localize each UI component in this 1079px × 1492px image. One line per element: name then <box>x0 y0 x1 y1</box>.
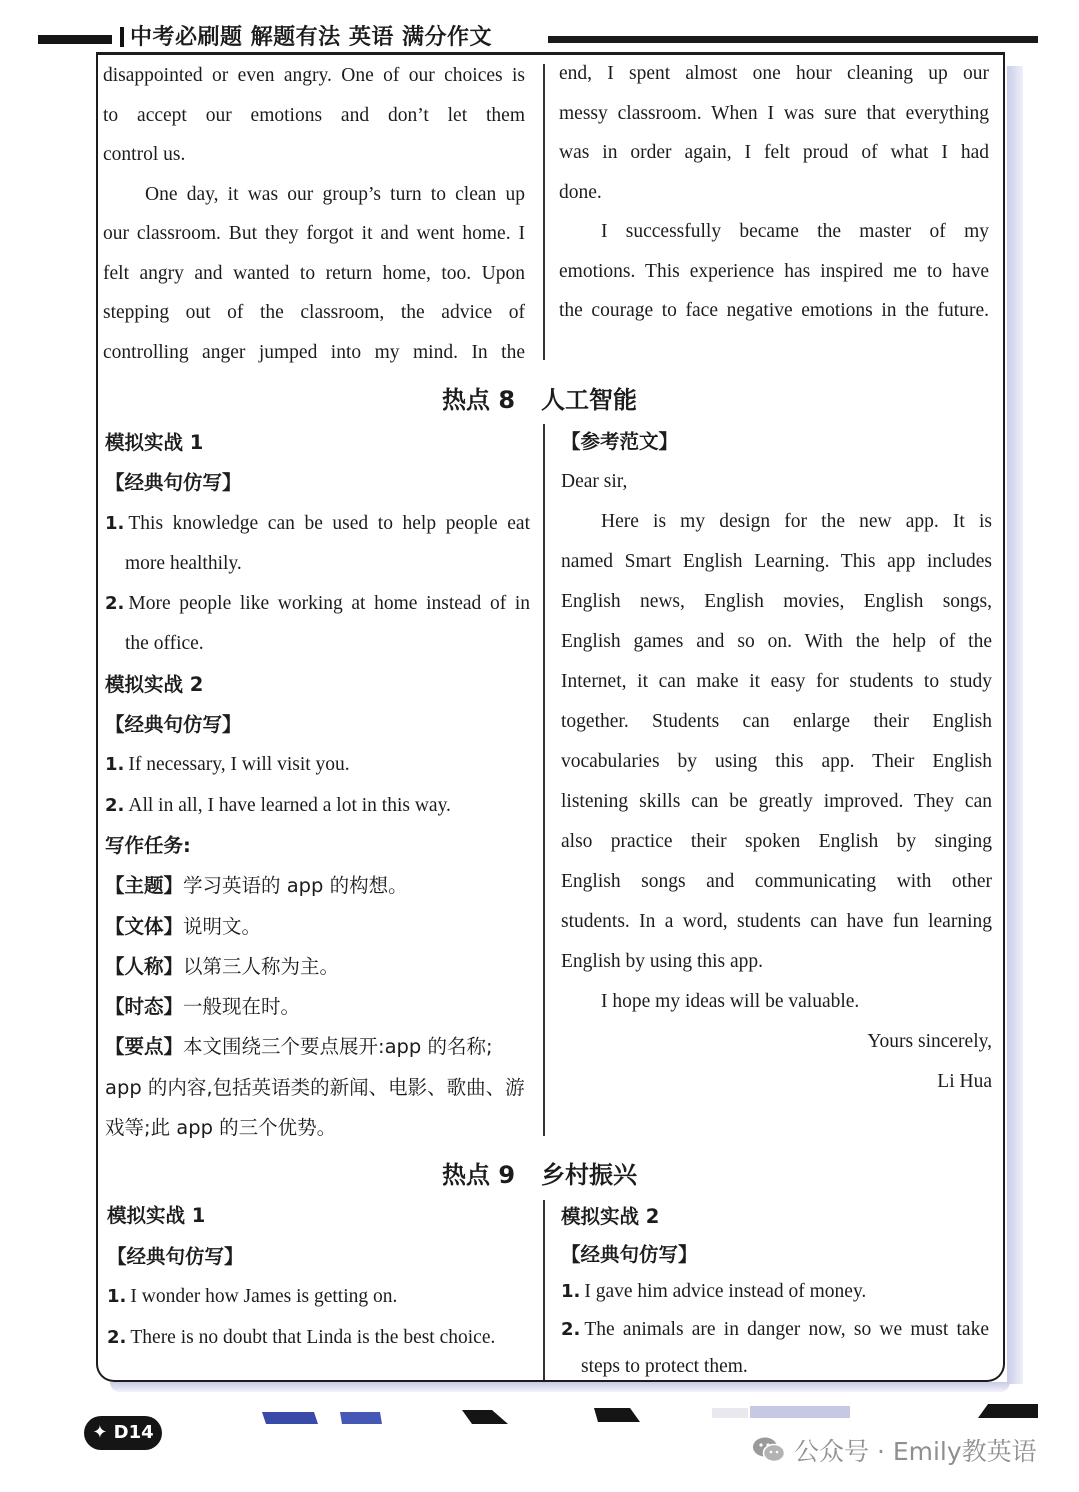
text-line: One day, it was our group’s turn to clean up <box>145 183 525 205</box>
text-line: felt angry and wanted to return home, too. Upon <box>103 262 525 284</box>
text-line: named Smart English Learning. This app includes <box>561 551 992 572</box>
sentence-continuation: the office. <box>125 633 204 655</box>
task-points-continuation: 戏等;此 app 的三个优势。 <box>105 1116 337 1140</box>
hot8-left-column <box>105 423 530 1148</box>
item-number: 1. <box>561 1281 581 1302</box>
imitation-label: 【经典句仿写】 <box>105 713 242 737</box>
practice-label: 模拟实战 1 <box>105 431 204 454</box>
sentence-text: There is no doubt that Linda is the best choice. <box>130 1326 496 1348</box>
task-points <box>105 1027 530 1067</box>
item-number: 2. <box>105 593 125 615</box>
column-divider-hot8 <box>543 424 545 1136</box>
task-points-continuation: app 的内容,包括英语类的新闻、电影、歌曲、游 <box>105 1075 525 1099</box>
text-line: English by using this app. <box>561 951 764 972</box>
letter-signature: Li Hua <box>937 1071 992 1092</box>
text-line: Internet, it can make it easy for students to study <box>561 671 992 692</box>
item-number: 1. <box>105 754 125 776</box>
column-divider-top <box>543 64 545 360</box>
text-line: stepping out of the classroom, the advice of <box>103 302 525 323</box>
text-line: control us. <box>103 144 186 165</box>
header-rule-line <box>548 36 1038 43</box>
task-key: 【人称】 <box>105 954 184 978</box>
sentence-text: If necessary, I will visit you. <box>128 754 350 776</box>
practice-label: 模拟实战 2 <box>561 1205 660 1228</box>
item-number: 2. <box>107 1326 127 1348</box>
text-line: I successfully became the master of my <box>601 221 989 242</box>
footer-stripe-blue-1 <box>262 1412 318 1424</box>
section-heading-hot9 <box>0 1155 1079 1190</box>
sentence-item <box>105 745 530 785</box>
text-line: disappointed or even angry. One of our choices is <box>103 65 525 86</box>
header-rule-thick <box>38 35 118 44</box>
sentence-continuation: more healthily. <box>125 552 242 574</box>
sentence-item <box>105 584 530 624</box>
text-line: English songs and communicating with other <box>561 871 992 892</box>
section-title: 乡村振兴 <box>541 1161 638 1189</box>
task-person <box>105 947 530 987</box>
section-heading-hot8 <box>0 380 1079 415</box>
task-tense <box>105 987 530 1027</box>
essay-continuation-left <box>103 56 525 372</box>
sentence-item <box>105 504 530 544</box>
hot9-right-column <box>561 1198 989 1386</box>
footer-stripe-black-1 <box>462 1410 508 1424</box>
imitation-label: 【经典句仿写】 <box>107 1244 244 1268</box>
sentence-text: This knowledge can be used to help people eat <box>128 512 530 534</box>
letter-greeting: Dear sir, <box>561 471 628 492</box>
section-number: 热点 8 <box>441 386 516 414</box>
sentence-item <box>107 1318 527 1359</box>
header-mark-icon <box>120 27 124 47</box>
item-number: 2. <box>561 1318 581 1340</box>
running-header <box>112 22 500 54</box>
watermark <box>752 1432 1037 1468</box>
text-line: controlling anger jumped into my mind. In the <box>103 341 525 363</box>
item-number: 1. <box>105 512 125 534</box>
text-line: end, I spent almost one hour cleaning up our <box>559 63 989 84</box>
wechat-icon <box>752 1436 786 1464</box>
footer-stripe-light-1 <box>712 1408 748 1418</box>
imitation-label: 【经典句仿写】 <box>561 1242 698 1266</box>
section-number: 热点 9 <box>441 1161 516 1189</box>
task-value: 本文围绕三个要点展开:app 的名称; <box>183 1035 493 1059</box>
letter-closing-line: I hope my ideas will be valuable. <box>601 991 860 1012</box>
sentence-text: The animals are in danger now, so we must take <box>584 1318 989 1340</box>
reference-label: 【参考范文】 <box>561 430 679 453</box>
task-genre <box>105 907 530 947</box>
text-line: English games and so on. With the help of the <box>561 631 992 652</box>
sentence-text: More people like working at home instead of in <box>128 593 530 615</box>
practice-label: 模拟实战 1 <box>107 1204 206 1227</box>
text-line: Here is my design for the new app. It is <box>601 511 992 532</box>
text-line: vocabularies by using this app. Their English <box>561 751 992 772</box>
task-value: 学习英语的 app 的构想。 <box>183 874 408 898</box>
task-theme <box>105 866 530 906</box>
item-number: 1. <box>107 1286 127 1307</box>
text-line: was in order again, I felt proud of what I had <box>559 142 989 163</box>
footer-stripe-blue-2 <box>340 1412 382 1424</box>
running-header-text: 中考必刷题 解题有法 英语 满分作文 <box>130 25 492 50</box>
sentence-text: I wonder how James is getting on. <box>130 1286 398 1307</box>
task-value: 说明文。 <box>183 914 262 938</box>
text-line: done. <box>559 181 602 203</box>
sentence-text: I gave him advice instead of money. <box>584 1281 867 1302</box>
item-number: 2. <box>105 794 125 816</box>
text-line: emotions. This experience has inspired me to have <box>559 260 989 282</box>
practice-label: 模拟实战 2 <box>105 672 204 696</box>
sentence-item <box>561 1311 989 1349</box>
page-number-badge: ✦ D14 <box>84 1416 162 1450</box>
footer-stripe-black-2 <box>594 1408 640 1422</box>
section-title: 人工智能 <box>541 386 638 414</box>
task-value: 一般现在时。 <box>183 995 301 1019</box>
hot8-right-column <box>561 422 992 1102</box>
sentence-continuation: steps to protect them. <box>581 1356 748 1377</box>
watermark-text: 公众号 · Emily教英语 <box>794 1437 1037 1466</box>
hot9-left-column <box>107 1196 527 1358</box>
letter-sign-off: Yours sincerely, <box>867 1031 992 1052</box>
sentence-text: All in all, I have learned a lot in this way. <box>128 794 451 816</box>
footer-stripe-black-3 <box>978 1404 1038 1418</box>
text-line: together. Students can enlarge their English <box>561 711 992 732</box>
task-key: 【文体】 <box>105 914 184 938</box>
text-line: also practice their spoken English by singing <box>561 831 992 852</box>
text-line: students. In a word, students can have fun learning <box>561 911 992 932</box>
letter-body <box>561 502 992 982</box>
task-label: 写作任务: <box>105 833 191 857</box>
column-divider-hot9 <box>543 1200 545 1380</box>
sentence-item <box>105 786 530 826</box>
text-line: to accept our emotions and don’t let them <box>103 104 525 126</box>
imitation-label: 【经典句仿写】 <box>105 471 242 495</box>
text-line: listening skills can be greatly improved. They can <box>561 791 992 812</box>
task-key: 【主题】 <box>105 874 184 898</box>
text-line: English news, English movies, English songs, <box>561 591 992 612</box>
text-line: the courage to face negative emotions in the future. <box>559 300 989 321</box>
essay-continuation-right <box>559 54 989 331</box>
task-value: 以第三人称为主。 <box>183 954 340 978</box>
task-key: 【时态】 <box>105 995 184 1019</box>
sentence-item <box>107 1277 527 1318</box>
footer-stripe-light-2 <box>750 1406 850 1418</box>
task-key: 【要点】 <box>105 1035 184 1059</box>
text-line: messy classroom. When I was sure that everything <box>559 102 989 124</box>
text-line: our classroom. But they forgot it and went home. I <box>103 223 525 244</box>
sentence-item <box>561 1273 989 1311</box>
